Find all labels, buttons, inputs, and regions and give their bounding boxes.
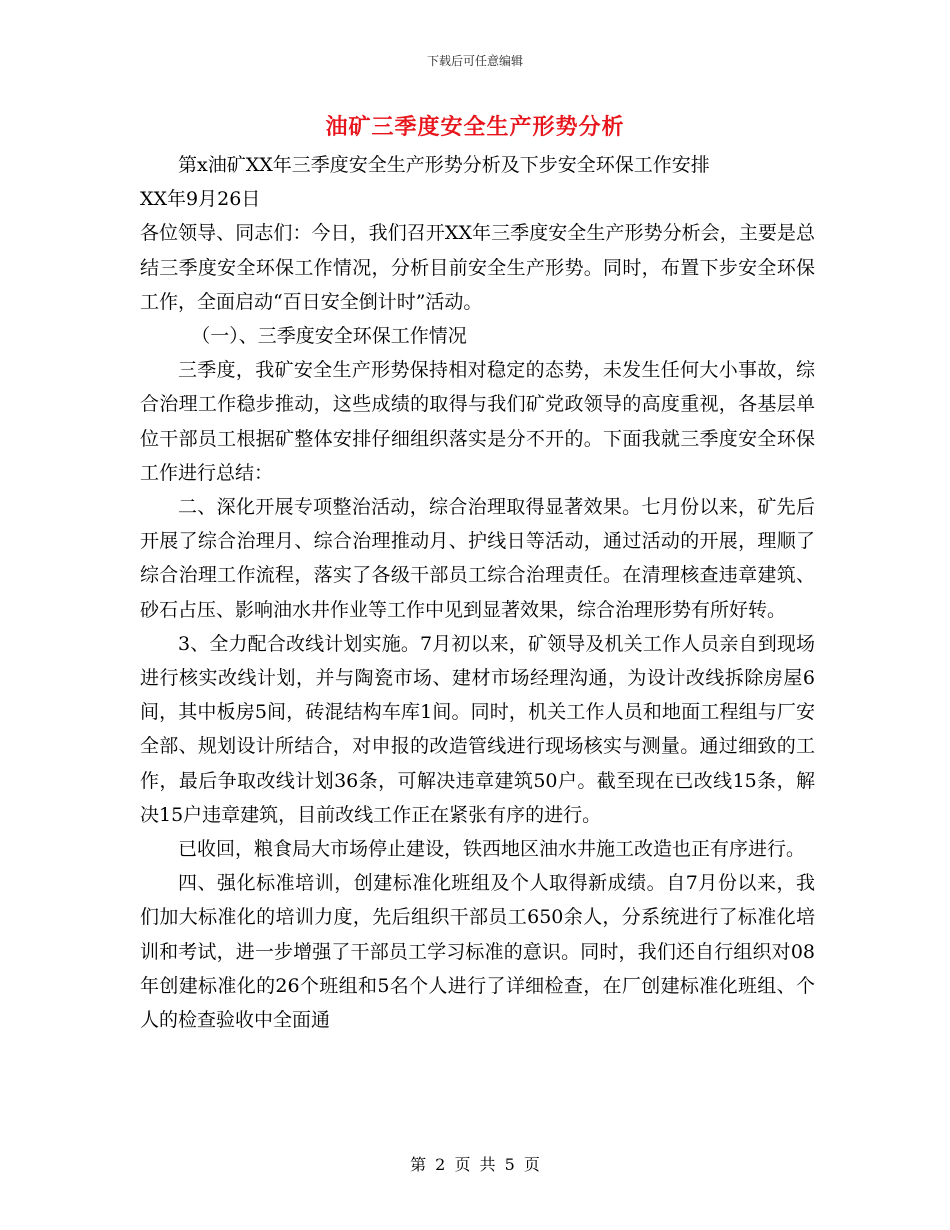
- body-paragraph: 已收回，粮食局大市场停止建设，铁西地区油水井施工改造也正有序进行。: [178, 838, 806, 861]
- header-note: 下载后可任意编辑: [426, 54, 523, 68]
- page-number: 第 2 页 共 5 页: [410, 1155, 540, 1174]
- subtitle-paragraph: 第x油矿XX年三季度安全生产形势分析及下步安全环保工作安排: [178, 154, 710, 176]
- body-paragraph: 3、全力配合改线计划实施。7月初以来，矿领导及机关工作人员亲自到现场进行核实改线计划，并与陶瓷市场、建材市场经理沟通，为设计改线拆除房屋6间，其中板房5间，砖混结构车库1间。同时，机关工作人员和地面工程组与厂安全部、规划设计所结合，对申报的改造管线进行现场核实与测量。通过细致的工作，最后争取改线计划36条，可解决违章建筑50户。截至现在已改线15条，解决15户违章建筑，目前改线工作正在紧张有序的进行。: [140, 632, 815, 826]
- document-title: 油矿三季度安全生产形势分析: [325, 114, 625, 140]
- body-paragraph: 三季度，我矿安全生产形势保持相对稳定的态势，未发生任何大小事故，综合治理工作稳步推动，这些成绩的取得与我们矿党政领导的高度重视，各基层单位干部员工根据矿整体安排仔细组织落实是分不开的。下面我就三季度安全环保工作进行总结：: [140, 359, 815, 484]
- section-heading: （一）、三季度安全环保工作情况: [191, 325, 467, 348]
- body-paragraph: 二、深化开展专项整治活动，综合治理取得显著效果。七月份以来，矿先后开展了综合治理月、综合治理推动月、护线日等活动，通过活动的开展，理顺了综合治理工作流程，落实了各级干部员工综合治理责任。在清理核查违章建筑、砂石占压、影响油水井作业等工作中见到显著效果，综合治理形势有所好转。: [140, 496, 815, 621]
- body-paragraph: 四、强化标准培训，创建标准化班组及个人取得新成绩。自7月份以来，我们加大标准化的培训力度，先后组织干部员工650余人，分系统进行了标准化培训和考试，进一步增强了干部员工学习标准的意识。同时，我们还自行组织对08年创建标准化的26个班组和5名个人进行了详细检查，在厂创建标准化班组、个人的检查验收中全面通: [140, 872, 815, 1032]
- date-paragraph: XX年9月26日: [140, 188, 261, 211]
- document-body: [140, 148, 815, 1037]
- greeting-paragraph: 各位领导、同志们：今日，我们召开XX年三季度安全生产形势分析会，主要是总结三季度安全环保工作情况，分析目前安全生产形势。同时，布置下步安全环保工作，全面启动“百日安全倒计时”活动。: [140, 222, 815, 313]
